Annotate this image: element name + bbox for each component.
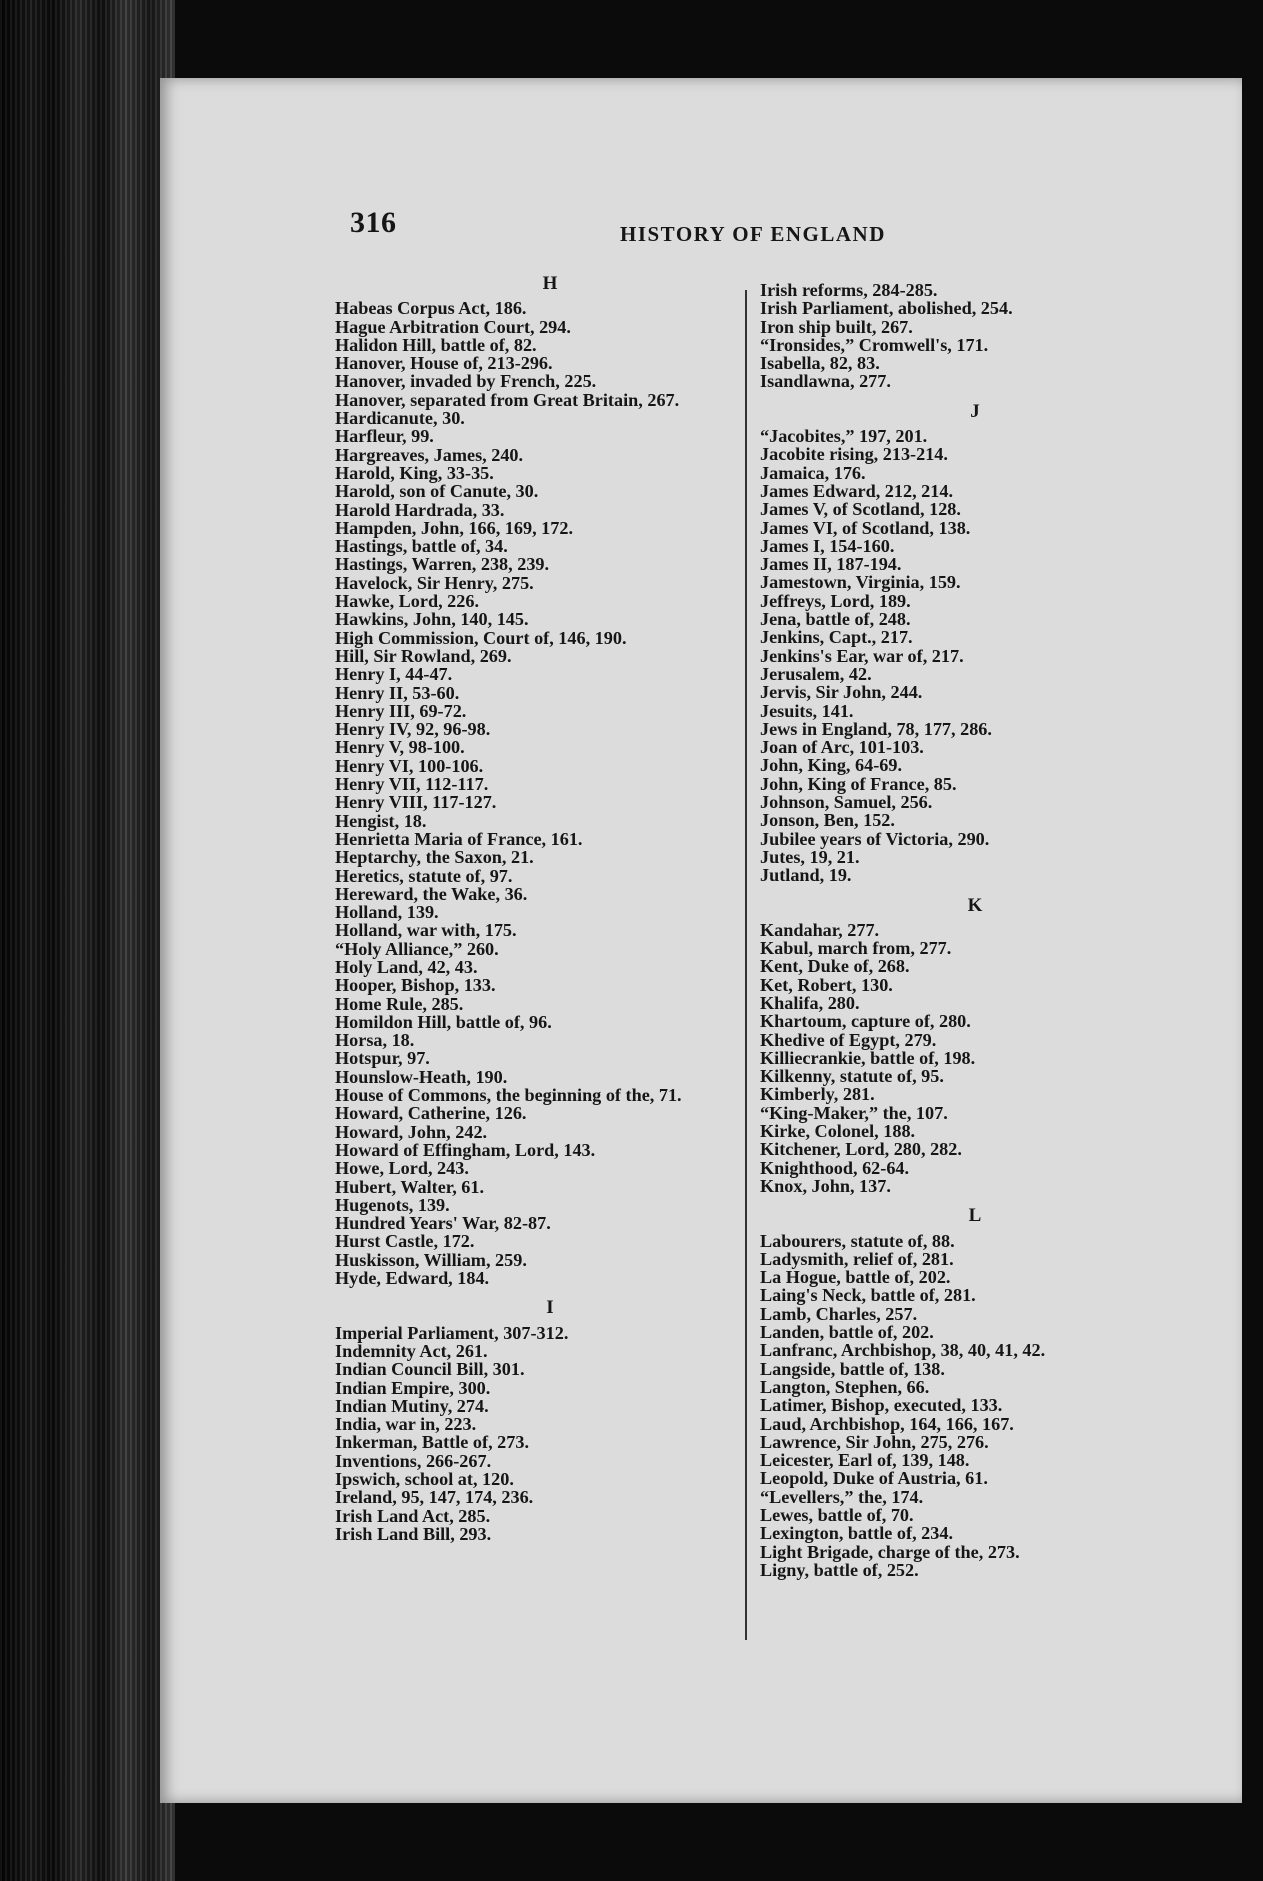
index-entry: Lexington, battle of, 234.: [760, 1523, 953, 1544]
index-entry: James II, 187-194.: [760, 554, 902, 575]
index-entry: House of Commons, the beginning of the, 71.: [335, 1085, 682, 1106]
index-entry: Laud, Archbishop, 164, 166, 167.: [760, 1413, 1014, 1434]
index-entry: Hurst Castle, 172.: [335, 1231, 475, 1252]
index-entry: Henrietta Maria of France, 161.: [335, 828, 583, 849]
index-entry: James V, of Scotland, 128.: [760, 499, 961, 520]
index-entry: Henry VII, 112-117.: [335, 774, 489, 795]
index-entry: Lamb, Charles, 257.: [760, 1303, 918, 1324]
index-entry: Hugenots, 139.: [335, 1194, 450, 1215]
index-entry: Jeffreys, Lord, 189.: [760, 590, 911, 611]
index-entry: John, King, 64-69.: [760, 755, 902, 776]
index-entry: Hanover, House of, 213-296.: [335, 353, 553, 374]
index-entry: Jamaica, 176.: [760, 462, 866, 483]
index-entry: Leicester, Earl of, 139, 148.: [760, 1450, 970, 1471]
index-entry: Hyde, Edward, 184.: [335, 1268, 490, 1289]
index-entry: James Edward, 212, 214.: [760, 480, 953, 501]
index-entry: Hastings, Warren, 238, 239.: [335, 554, 550, 575]
index-entry: Holy Land, 42, 43.: [335, 956, 478, 977]
index-entry: Henry I, 44-47.: [335, 664, 453, 685]
index-entry: “King-Maker,” the, 107.: [760, 1102, 948, 1123]
section-letter: I: [546, 1297, 554, 1319]
index-entry: Hounslow-Heath, 190.: [335, 1066, 508, 1087]
index-entry: Ligny, battle of, 252.: [760, 1559, 919, 1580]
index-entry: Jubilee years of Victoria, 290.: [760, 828, 990, 849]
index-entry: Isandlawna, 277.: [760, 371, 891, 392]
index-entry: Heptarchy, the Saxon, 21.: [335, 847, 534, 868]
index-entry: High Commission, Court of, 146, 190.: [335, 627, 627, 648]
index-entry: Hanover, separated from Great Britain, 267.: [335, 389, 680, 410]
index-entry: Harold, King, 33-35.: [335, 462, 494, 483]
index-entry: Huskisson, William, 259.: [335, 1249, 527, 1270]
index-entry: Howard, John, 242.: [335, 1121, 488, 1142]
index-entry: Jews in England, 78, 177, 286.: [760, 718, 992, 739]
index-entry: Hardicanute, 30.: [335, 408, 465, 429]
index-entry: Indian Council Bill, 301.: [335, 1359, 525, 1380]
index-entry: Jesuits, 141.: [760, 700, 854, 721]
index-entry: Jerusalem, 42.: [760, 663, 872, 684]
index-entry: Kirke, Colonel, 188.: [760, 1121, 916, 1142]
index-entry: Jutes, 19, 21.: [760, 846, 860, 867]
index-entry: Lawrence, Sir John, 275, 276.: [760, 1431, 989, 1452]
index-entry: Kimberly, 281.: [760, 1084, 875, 1105]
index-entry: John, King of France, 85.: [760, 773, 957, 794]
book-page: [160, 78, 1242, 1803]
index-entry: Howe, Lord, 243.: [335, 1158, 469, 1179]
index-entry: Home Rule, 285.: [335, 993, 464, 1014]
index-entry: Inkerman, Battle of, 273.: [335, 1432, 529, 1453]
index-entry: Hill, Sir Rowland, 269.: [335, 645, 512, 666]
index-entry: Hereward, the Wake, 36.: [335, 883, 528, 904]
index-entry: Irish Land Act, 285.: [335, 1505, 491, 1526]
index-entry: Hubert, Walter, 61.: [335, 1176, 485, 1197]
index-entry: Hanover, invaded by French, 225.: [335, 371, 597, 392]
index-entry: Jena, battle of, 248.: [760, 609, 911, 630]
index-entry: Henry V, 98-100.: [335, 737, 465, 758]
index-entry: Homildon Hill, battle of, 96.: [335, 1011, 552, 1032]
running-head: HISTORY OF ENGLAND: [620, 222, 886, 246]
section-letter: J: [970, 400, 980, 422]
index-entry: Knox, John, 137.: [760, 1175, 891, 1196]
index-entry: Irish Parliament, abolished, 254.: [760, 298, 1013, 319]
index-entry: Indemnity Act, 261.: [335, 1340, 488, 1361]
index-column-left: [335, 275, 765, 1543]
index-entry: Holland, 139.: [335, 902, 439, 923]
index-entry: Khalifa, 280.: [760, 992, 860, 1013]
index-entry: La Hogue, battle of, 202.: [760, 1267, 951, 1288]
index-entry: Henry IV, 92, 96-98.: [335, 719, 491, 740]
index-entry: Irish Land Bill, 293.: [335, 1523, 492, 1544]
index-entry: Khedive of Egypt, 279.: [760, 1029, 937, 1050]
index-entry: Jonson, Ben, 152.: [760, 810, 895, 831]
index-entry: “Holy Alliance,” 260.: [335, 938, 499, 959]
index-entry: Kitchener, Lord, 280, 282.: [760, 1139, 962, 1160]
index-entry: Imperial Parliament, 307-312.: [335, 1322, 569, 1343]
index-entry: Latimer, Bishop, executed, 133.: [760, 1395, 1003, 1416]
index-entry: Landen, battle of, 202.: [760, 1322, 934, 1343]
index-entry: Leopold, Duke of Austria, 61.: [760, 1468, 988, 1489]
index-entry: Jutland, 19.: [760, 865, 852, 886]
book-spine: [0, 0, 175, 1881]
index-entry: Khartoum, capture of, 280.: [760, 1011, 971, 1032]
index-entry: Jacobite rising, 213-214.: [760, 444, 948, 465]
index-entry: Kent, Duke of, 268.: [760, 956, 910, 977]
index-entry: Labourers, statute of, 88.: [760, 1230, 955, 1251]
index-entry: Killiecrankie, battle of, 198.: [760, 1047, 976, 1068]
index-entry: Kilkenny, statute of, 95.: [760, 1066, 944, 1087]
index-entry: Harold Hardrada, 33.: [335, 499, 505, 520]
index-entry: Hague Arbitration Court, 294.: [335, 316, 571, 337]
index-entry: Henry II, 53-60.: [335, 682, 460, 703]
index-entry: Hengist, 18.: [335, 810, 427, 831]
index-entry: Habeas Corpus Act, 186.: [335, 298, 527, 319]
index-entry: Hundred Years' War, 82-87.: [335, 1213, 551, 1234]
index-entry: Halidon Hill, battle of, 82.: [335, 334, 537, 355]
index-entry: Iron ship built, 267.: [760, 316, 913, 337]
index-entry: Holland, war with, 175.: [335, 920, 517, 941]
index-entry: Hotspur, 97.: [335, 1048, 430, 1069]
index-entry: Hooper, Bishop, 133.: [335, 975, 496, 996]
index-entry: Laing's Neck, battle of, 281.: [760, 1285, 976, 1306]
index-entry: Joan of Arc, 101-103.: [760, 737, 924, 758]
index-entry: Lanfranc, Archbishop, 38, 40, 41, 42.: [760, 1340, 1046, 1361]
index-entry: Lewes, battle of, 70.: [760, 1505, 914, 1525]
index-entry: Henry VIII, 117-127.: [335, 792, 497, 813]
index-entry: Kandahar, 277.: [760, 919, 880, 940]
index-entry: Harfleur, 99.: [335, 426, 434, 447]
index-entry: Johnson, Samuel, 256.: [760, 792, 933, 813]
index-entry: Jenkins, Capt., 217.: [760, 627, 913, 648]
index-entry: Isabella, 82, 83.: [760, 353, 880, 374]
index-entry: Hastings, battle of, 34.: [335, 536, 508, 557]
index-entry: Jenkins's Ear, war of, 217.: [760, 645, 964, 666]
index-entry: Howard, Catherine, 126.: [335, 1103, 527, 1124]
index-entry: India, war in, 223.: [335, 1414, 477, 1435]
index-entry: Light Brigade, charge of the, 273.: [760, 1541, 1020, 1562]
index-entry: “Ironsides,” Cromwell's, 171.: [760, 334, 989, 355]
index-column-right: [760, 281, 1190, 1579]
index-entry: James VI, of Scotland, 138.: [760, 517, 971, 538]
index-entry: Howard of Effingham, Lord, 143.: [335, 1139, 596, 1160]
index-entry: Ireland, 95, 147, 174, 236.: [335, 1487, 534, 1508]
index-entry: Inventions, 266-267.: [335, 1450, 492, 1471]
index-entry: Ket, Robert, 130.: [760, 974, 893, 995]
index-entry: Indian Empire, 300.: [335, 1377, 491, 1398]
index-entry: Ipswich, school at, 120.: [335, 1469, 514, 1489]
index-entry: Hampden, John, 166, 169, 172.: [335, 517, 573, 538]
index-entry: Hawkins, John, 140, 145.: [335, 609, 529, 630]
index-entry: Langside, battle of, 138.: [760, 1358, 945, 1379]
index-entry: Jamestown, Virginia, 159.: [760, 572, 961, 593]
index-entry: Hawke, Lord, 226.: [335, 591, 479, 612]
section-letter: K: [967, 894, 983, 916]
index-entry: Henry VI, 100-106.: [335, 755, 484, 776]
index-entry: “Jacobites,” 197, 201.: [760, 426, 928, 447]
index-entry: Havelock, Sir Henry, 275.: [335, 572, 534, 593]
index-entry: Horsa, 18.: [335, 1030, 415, 1051]
index-entry: Hargreaves, James, 240.: [335, 444, 524, 465]
index-entry: Langton, Stephen, 66.: [760, 1376, 930, 1397]
index-entry: Knighthood, 62-64.: [760, 1157, 910, 1178]
index-entry: Jervis, Sir John, 244.: [760, 682, 923, 703]
index-entry: James I, 154-160.: [760, 535, 895, 556]
index-entry: Harold, son of Canute, 30.: [335, 481, 539, 502]
section-letter: L: [968, 1205, 982, 1227]
index-entry: Ladysmith, relief of, 281.: [760, 1248, 954, 1269]
section-letter: H: [542, 273, 558, 294]
page-number: 316: [350, 206, 397, 239]
index-entry: Henry III, 69-72.: [335, 700, 467, 721]
index-entry: “Levellers,” the, 174.: [760, 1486, 924, 1507]
index-entry: Kabul, march from, 277.: [760, 938, 952, 959]
index-entry: Irish reforms, 284-285.: [760, 280, 938, 300]
index-entry: Heretics, statute of, 97.: [335, 865, 513, 886]
index-entry: Indian Mutiny, 274.: [335, 1395, 489, 1416]
